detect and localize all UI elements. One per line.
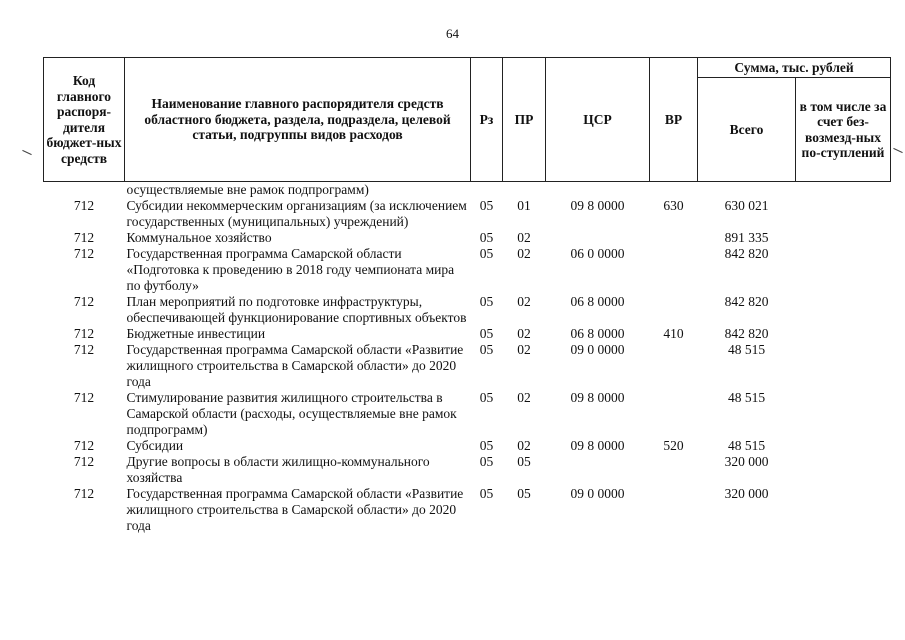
row-total: 842 820 <box>724 326 769 341</box>
header-free: в том числе за счет без-возмезд-ных по-ступлений <box>796 78 891 182</box>
row-code: 712 <box>73 342 95 357</box>
row-rz: 05 <box>479 198 494 213</box>
row-rz: 05 <box>479 438 494 453</box>
header-name: Наименование главного распорядителя средств областного бюджета, раздела, подраздела, целевой статьи, подгруппы видов расходов <box>125 58 471 182</box>
row-name: Государственная программа Самарской области «Подготовка к проведению в 2018 году чемпионата мира по футболу» <box>126 246 455 293</box>
row-rz: 05 <box>479 230 494 245</box>
row-free <box>796 182 891 199</box>
row-free <box>796 438 891 454</box>
row-name: Коммунальное хозяйство <box>126 230 272 245</box>
table-body <box>44 182 891 535</box>
row-vr <box>650 342 698 390</box>
row-pr: 02 <box>517 230 531 245</box>
row-name: Бюджетные инвестиции <box>126 326 266 341</box>
table-row <box>44 486 891 534</box>
row-csr: 09 8 0000 <box>570 390 625 405</box>
row-vr: 520 <box>663 438 684 453</box>
row-code <box>44 182 125 199</box>
row-name: Субсидии <box>126 438 184 453</box>
row-free <box>796 294 891 326</box>
header-code: Код главного распоря-дителя бюджет-ных средств <box>44 58 125 182</box>
row-rz: 05 <box>479 326 494 341</box>
row-free <box>796 486 891 534</box>
row-total: 891 335 <box>724 230 769 245</box>
row-pr <box>503 182 546 199</box>
row-vr <box>650 230 698 246</box>
scan-mark <box>893 148 902 153</box>
row-free <box>796 326 891 342</box>
row-pr: 02 <box>517 342 531 357</box>
row-pr: 02 <box>517 438 531 453</box>
table-row <box>44 198 891 230</box>
row-csr: 06 8 0000 <box>570 294 625 309</box>
row-free <box>796 246 891 294</box>
row-csr: 09 8 0000 <box>570 198 625 213</box>
table-row <box>44 230 891 246</box>
row-total: 48 515 <box>727 390 766 405</box>
row-csr <box>546 454 650 486</box>
table-row <box>44 454 891 486</box>
row-csr: 09 0 0000 <box>570 486 625 501</box>
table-row <box>44 182 891 199</box>
header-sum: Сумма, тыс. рублей <box>698 58 891 78</box>
row-free <box>796 198 891 230</box>
header-csr: ЦСР <box>546 58 650 182</box>
row-rz: 05 <box>479 342 494 357</box>
page-number: 64 <box>446 26 459 41</box>
row-total: 630 021 <box>724 198 769 213</box>
row-csr <box>546 182 650 199</box>
row-total: 842 820 <box>724 246 769 261</box>
row-code: 712 <box>73 246 95 261</box>
row-vr: 630 <box>663 198 684 213</box>
row-name: Другие вопросы в области жилищно-коммунального хозяйства <box>126 454 430 485</box>
header-rz: Рз <box>471 58 503 182</box>
row-vr <box>650 246 698 294</box>
scan-mark <box>22 150 31 155</box>
table-row <box>44 294 891 326</box>
row-name: Государственная программа Самарской области «Развитие жилищного строительства в Самарской области» до 2020 года <box>126 486 464 533</box>
row-code: 712 <box>73 198 95 213</box>
row-rz: 05 <box>479 486 494 501</box>
row-rz: 05 <box>479 294 494 309</box>
row-csr: 06 8 0000 <box>570 326 625 341</box>
row-code: 712 <box>73 230 95 245</box>
row-free <box>796 454 891 486</box>
row-rz: 05 <box>479 454 494 469</box>
row-vr <box>650 294 698 326</box>
header-total: Всего <box>698 78 796 182</box>
row-name: Стимулирование развития жилищного строительства в Самарской области (расходы, осуществляемые вне рамок подпрограмм) <box>126 390 457 437</box>
row-total: 320 000 <box>724 454 769 469</box>
row-rz: 05 <box>479 390 494 405</box>
row-total <box>698 182 796 199</box>
row-free <box>796 230 891 246</box>
row-total: 48 515 <box>727 438 766 453</box>
row-total: 842 820 <box>724 294 769 309</box>
table-row <box>44 342 891 390</box>
table-row <box>44 390 891 438</box>
row-csr <box>546 230 650 246</box>
row-rz: 05 <box>479 246 494 261</box>
table-row <box>44 326 891 342</box>
header-vr: ВР <box>650 58 698 182</box>
row-csr: 09 0 0000 <box>570 342 625 357</box>
row-pr: 02 <box>517 326 531 341</box>
row-vr <box>650 390 698 438</box>
table-row <box>44 438 891 454</box>
row-rz <box>471 182 503 199</box>
row-pr: 02 <box>517 294 531 309</box>
row-pr: 05 <box>517 486 531 501</box>
row-code: 712 <box>73 454 95 469</box>
row-code: 712 <box>73 294 95 309</box>
row-vr: 410 <box>663 326 684 341</box>
row-csr: 09 8 0000 <box>570 438 625 453</box>
row-vr <box>650 182 698 199</box>
row-total: 48 515 <box>727 342 766 357</box>
row-free <box>796 342 891 390</box>
row-pr: 01 <box>517 198 531 213</box>
row-pr: 05 <box>517 454 531 469</box>
row-free <box>796 390 891 438</box>
row-code: 712 <box>73 326 95 341</box>
row-name: осуществляемые вне рамок подпрограмм) <box>126 182 369 197</box>
row-pr: 02 <box>517 246 531 261</box>
row-total: 320 000 <box>724 486 769 501</box>
row-code: 712 <box>73 390 95 405</box>
table-row <box>44 246 891 294</box>
budget-table <box>43 57 891 534</box>
row-pr: 02 <box>517 390 531 405</box>
header-pr: ПР <box>503 58 546 182</box>
table-header <box>44 58 891 182</box>
row-name: План мероприятий по подготовке инфраструктуры, обеспечивающей функционирование спортивных объектов <box>126 294 467 325</box>
row-name: Субсидии некоммерческим организациям (за исключением государственных (муниципальных) учреждений) <box>126 198 467 229</box>
row-vr <box>650 454 698 486</box>
row-csr: 06 0 0000 <box>570 246 625 261</box>
row-code: 712 <box>73 438 95 453</box>
row-vr <box>650 486 698 534</box>
row-name: Государственная программа Самарской области «Развитие жилищного строительства в Самарской области» до 2020 года <box>126 342 464 389</box>
row-code: 712 <box>73 486 95 501</box>
